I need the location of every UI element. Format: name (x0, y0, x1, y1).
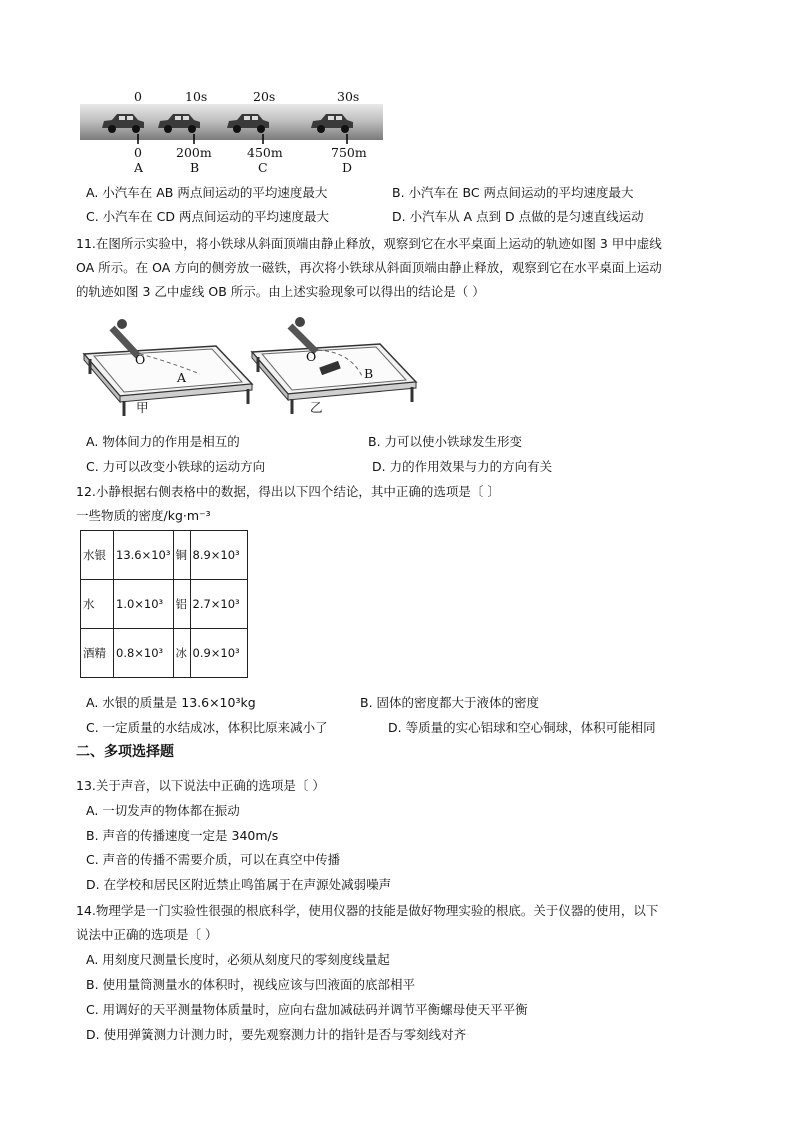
q11-stem-line: OA 所示。在 OA 方向的侧旁放一磁铁，再次将小铁球从斜面顶端由静止释放，观察到它在水平桌面上运动 (76, 260, 662, 275)
distance-label: 200m (176, 145, 212, 160)
time-label: 30s (337, 89, 360, 104)
q10-option-d: D. 小汽车从 A 点到 D 点做的是匀速直线运动 (392, 209, 644, 224)
distance-label: 750m (331, 145, 367, 160)
q12-option-b: B. 固体的密度都大于液体的密度 (360, 695, 540, 710)
table-row (81, 531, 248, 580)
time-label: 20s (253, 89, 276, 104)
density-value: 1.0×10³ (114, 580, 174, 629)
q11-stem-line: 的轨迹如图 3 乙中虚线 OB 所示。由上述实验现象可以得出的结论是（ ） (76, 284, 485, 299)
q10-option-b: B. 小汽车在 BC 两点间运动的平均速度最大 (392, 185, 634, 200)
point-label: A (134, 160, 144, 175)
time-label: 0 (134, 89, 142, 104)
figure-label: O (306, 349, 317, 364)
q10-option-a: A. 小汽车在 AB 两点间运动的平均速度最大 (86, 185, 328, 200)
q14-option-d: D. 使用弹簧测力计测力时，要先观察测力计的指针是否与零刻线对齐 (86, 1027, 467, 1042)
q13-option-b: B. 声音的传播速度一定是 340m/s (86, 828, 279, 843)
q12-option-d: D. 等质量的实心铝球和空心铜球，体积可能相同 (388, 720, 656, 735)
q14-stem-line: 说法中正确的选项是〔 ） (76, 927, 218, 942)
density-value: 0.8×10³ (114, 629, 174, 678)
q12-option-c: C. 一定质量的水结成冰，体积比原来减小了 (86, 720, 328, 735)
table-row (81, 580, 248, 629)
q13-stem: 13.关于声音，以下说法中正确的选项是〔 ） (76, 778, 325, 793)
substance-name: 铝 (173, 580, 190, 629)
q11-figure (80, 312, 420, 422)
point-label: D (342, 160, 353, 175)
distance-label: 0 (134, 145, 142, 160)
distance-label: 450m (247, 145, 283, 160)
section-title: 二、多项选择题 (76, 744, 174, 760)
substance-name: 酒精 (81, 629, 114, 678)
substance-name: 水 (81, 580, 114, 629)
substance-name: 冰 (173, 629, 190, 678)
q11-option-c: C. 力可以改变小铁球的运动方向 (86, 459, 266, 474)
q11-option-b: B. 力可以使小铁球发生形变 (368, 434, 523, 449)
figure-caption: 乙 (310, 400, 323, 415)
density-value: 0.9×10³ (190, 629, 247, 678)
q12-option-a: A. 水银的质量是 13.6×10³kg (86, 695, 256, 710)
density-table (80, 530, 248, 678)
figure-caption: 甲 (136, 400, 149, 415)
q14-option-b: B. 使用量筒测量水的体积时，视线应该与凹液面的底部相平 (86, 977, 416, 992)
density-table-title: 一些物质的密度/kg·m⁻³ (76, 508, 211, 523)
substance-name: 水银 (81, 531, 114, 580)
point-label: B (190, 160, 200, 175)
substance-name: 铜 (173, 531, 190, 580)
table-right (252, 317, 416, 414)
car-motion-figure (80, 88, 385, 178)
q11-option-d: D. 力的作用效果与力的方向有关 (372, 459, 553, 474)
q13-option-a: A. 一切发声的物体都在振动 (86, 803, 240, 818)
q13-option-d: D. 在学校和居民区附近禁止鸣笛属于在声源处减弱噪声 (86, 877, 392, 892)
time-label: 10s (185, 89, 208, 104)
table-left (84, 319, 252, 416)
figure-label: O (135, 352, 146, 367)
q14-option-c: C. 用调好的天平测量物体质量时，应向右盘加减砝码并调节平衡螺母使天平平衡 (86, 1002, 528, 1017)
q11-option-a: A. 物体间力的作用是相互的 (86, 434, 240, 449)
q14-option-a: A. 用刻度尺测量长度时，必须从刻度尺的零刻度线量起 (86, 952, 390, 967)
q12-stem: 12.小静根据右侧表格中的数据，得出以下四个结论，其中正确的选项是〔 〕 (76, 484, 500, 499)
figure-label: B (364, 366, 374, 381)
q13-option-c: C. 声音的传播不需要介质，可以在真空中传播 (86, 852, 341, 867)
density-value: 2.7×10³ (190, 580, 247, 629)
table-row (81, 629, 248, 678)
density-value: 13.6×10³ (114, 531, 174, 580)
figure-label: A (177, 370, 187, 385)
q14-stem-line: 14.物理学是一门实验性很强的根底科学，使用仪器的技能是做好物理实验的根底。关于仪器的使用，以下 (76, 903, 659, 918)
point-label: C (258, 160, 268, 175)
q11-stem-line: 11.在图所示实验中，将小铁球从斜面顶端由静止释放，观察到它在水平桌面上运动的轨迹如图 3 甲中虚线 (76, 236, 662, 251)
density-value: 8.9×10³ (190, 531, 247, 580)
q10-option-c: C. 小汽车在 CD 两点间运动的平均速度最大 (86, 209, 329, 224)
